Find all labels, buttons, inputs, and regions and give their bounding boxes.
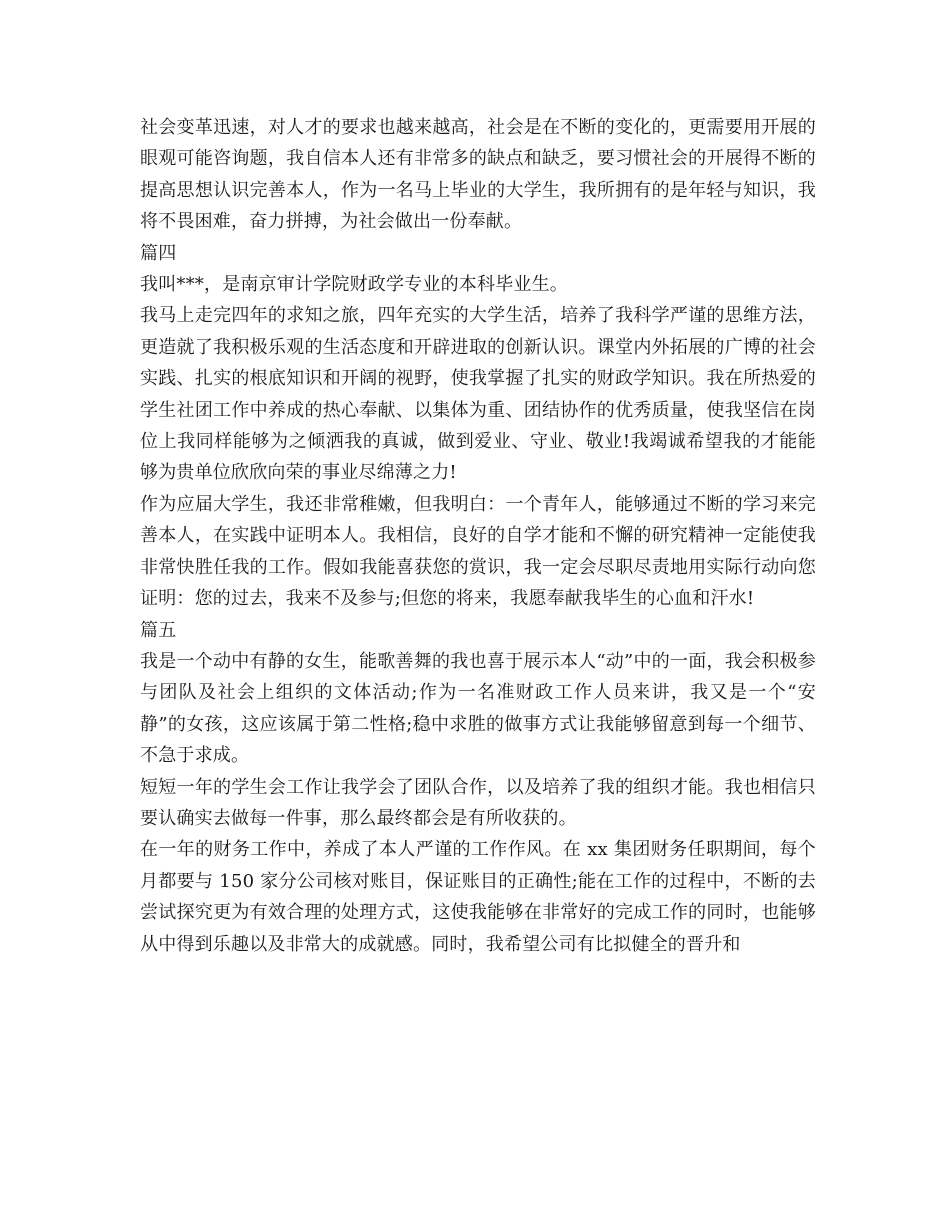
paragraph-fresh-graduate: 作为应届大学生，我还非常稚嫩，但我明白：一个青年人，能够通过不断的学习来完善本人，在实践中证明本人。我相信，良好的自学才能和不懈的研究精神一定能使我非常快胜任我的工作。假如我能喜获您的赏识，我一定会尽职尽责地用实际行动向您证明：您的过去，我来不及参与;但您的将来，我愿奉献我毕生的心血和汗水! [140,493,816,610]
document-body [140,112,816,960]
section-heading-part-five: 篇五 [140,619,177,641]
paragraph-personality: 我是一个动中有静的女生，能歌善舞的我也喜于展示本人“动”中的一面，我会积极参与团队及社会上组织的文体活动;作为一名准财政工作人员来讲，我又是一个“安静”的女孩，这应该属于第二性格;稳中求胜的做事方式让我能够留意到每一个细节、不急于求成。 [140,650,816,767]
paragraph-university-life: 我马上走完四年的求知之旅，四年充实的大学生活，培养了我科学严谨的思维方法，更造就了我积极乐观的生活态度和开辟进取的创新认识。课堂内外拓展的广博的社会实践、扎实的根底知识和开阔的视野，使我掌握了扎实的财政学知识。我在所热爱的学生社团工作中养成的热心奉献、以集体为重、团结协作的优秀质量，使我坚信在岗位上我同样能够为之倾洒我的真诚，做到爱业、守业、敬业!我竭诚希望我的才能能够为贵单位欣欣向荣的事业尽绵薄之力! [140,305,816,484]
paragraph-student-union: 短短一年的学生会工作让我学会了团队合作，以及培养了我的组织才能。我也相信只要认确实去做每一件事，那么最终都会是有所收获的。 [140,776,816,829]
section-heading-part-four: 篇四 [140,242,177,264]
paragraph-self-introduction: 我叫***，是南京审计学院财政学专业的本科毕业生。 [140,274,568,296]
paragraph-finance-work: 在一年的财务工作中，养成了本人严谨的工作作风。在 xx 集团财务任职期间，每个月都要与 150 家分公司核对账目，保证账目的正确性;能在工作的过程中，不断的去尝试探究更为有效合理的处理方式，这使我能够在非常好的完成工作的同时，也能够从中得到乐趣以及非常大的成就感。同时，我希望公司有比拟健全的晋升和 [140,839,816,955]
paragraph-social-change: 社会变革迅速，对人才的要求也越来越高，社会是在不断的变化的，更需要用开展的眼观可能咨询题，我自信本人还有非常多的缺点和缺乏，要习惯社会的开展得不断的提高思想认识完善本人，作为一名马上毕业的大学生，我所拥有的是年轻与知识，我将不畏困难，奋力拼搏，为社会做出一份奉献。 [140,117,816,233]
